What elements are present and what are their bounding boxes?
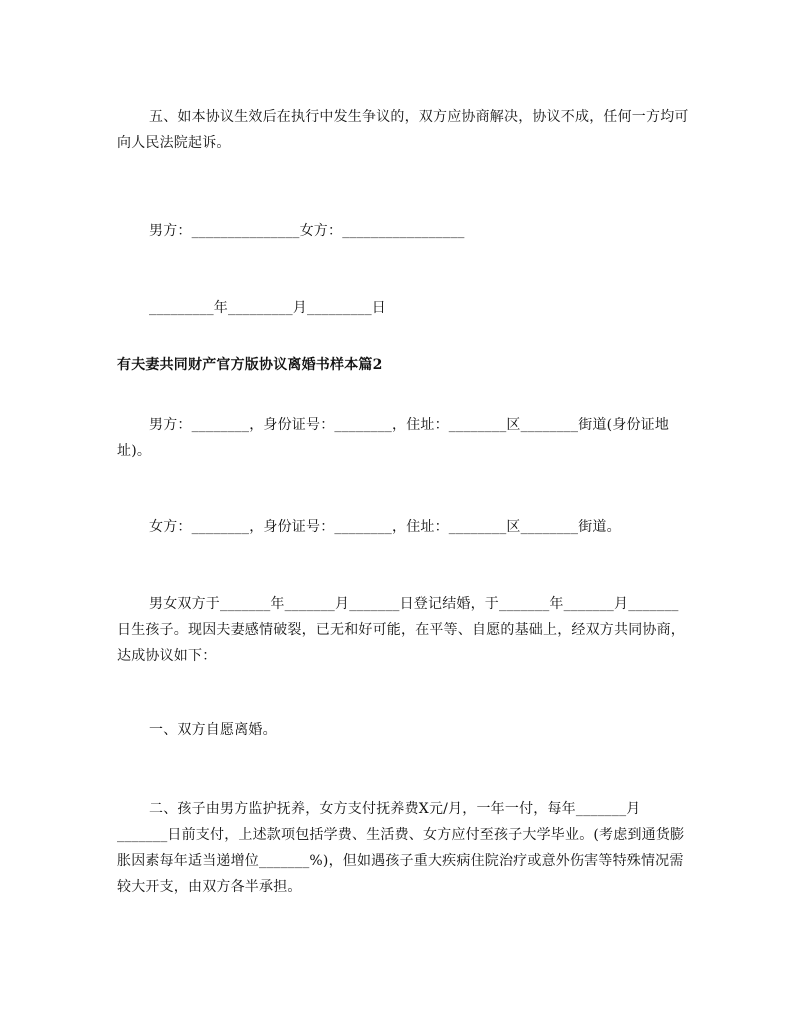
date-line: _________年_________月_________日 (149, 300, 386, 316)
woman-info-paragraph: 女方：________，身份证号：________，住址：________区________街道。 (149, 519, 621, 535)
man-info-paragraph: 男方：________，身份证号：________，住址：________区________街道(身份证地址)。 (117, 417, 670, 459)
item-two-paragraph: 二、孩子由男方监护抚养，女方支付抚养费X元/月，一年一付，每年_______月_______日前支付，上述款项包括学费、生活费、女方应付至孩子大学毕业。(考虑到通货膨胀因素每年适当递增位_______%)，但如遇孩子重大疾病住院治疗或意外伤害等特殊情况需较大开支，由双方各半承担。 (117, 801, 685, 895)
item-one-paragraph: 一、双方自愿离婚。 (149, 722, 277, 738)
signature-line: 男方：_______________女方：_________________ (149, 223, 465, 239)
section-heading: 有夫妻共同财产官方版协议离婚书样本篇2 (117, 357, 383, 373)
marriage-paragraph: 男女双方于_______年_______月_______日登记结婚，于_______年_______月_______日生孩子。现因夫妻感情破裂，已无和好可能，在平等、自愿的基础上，经双方共同协商，达成协议如下： (117, 596, 685, 664)
clause-five-paragraph: 五、如本协议生效后在执行中发生争议的，双方应协商解决，协议不成，任何一方均可向人民法院起诉。 (117, 109, 689, 151)
